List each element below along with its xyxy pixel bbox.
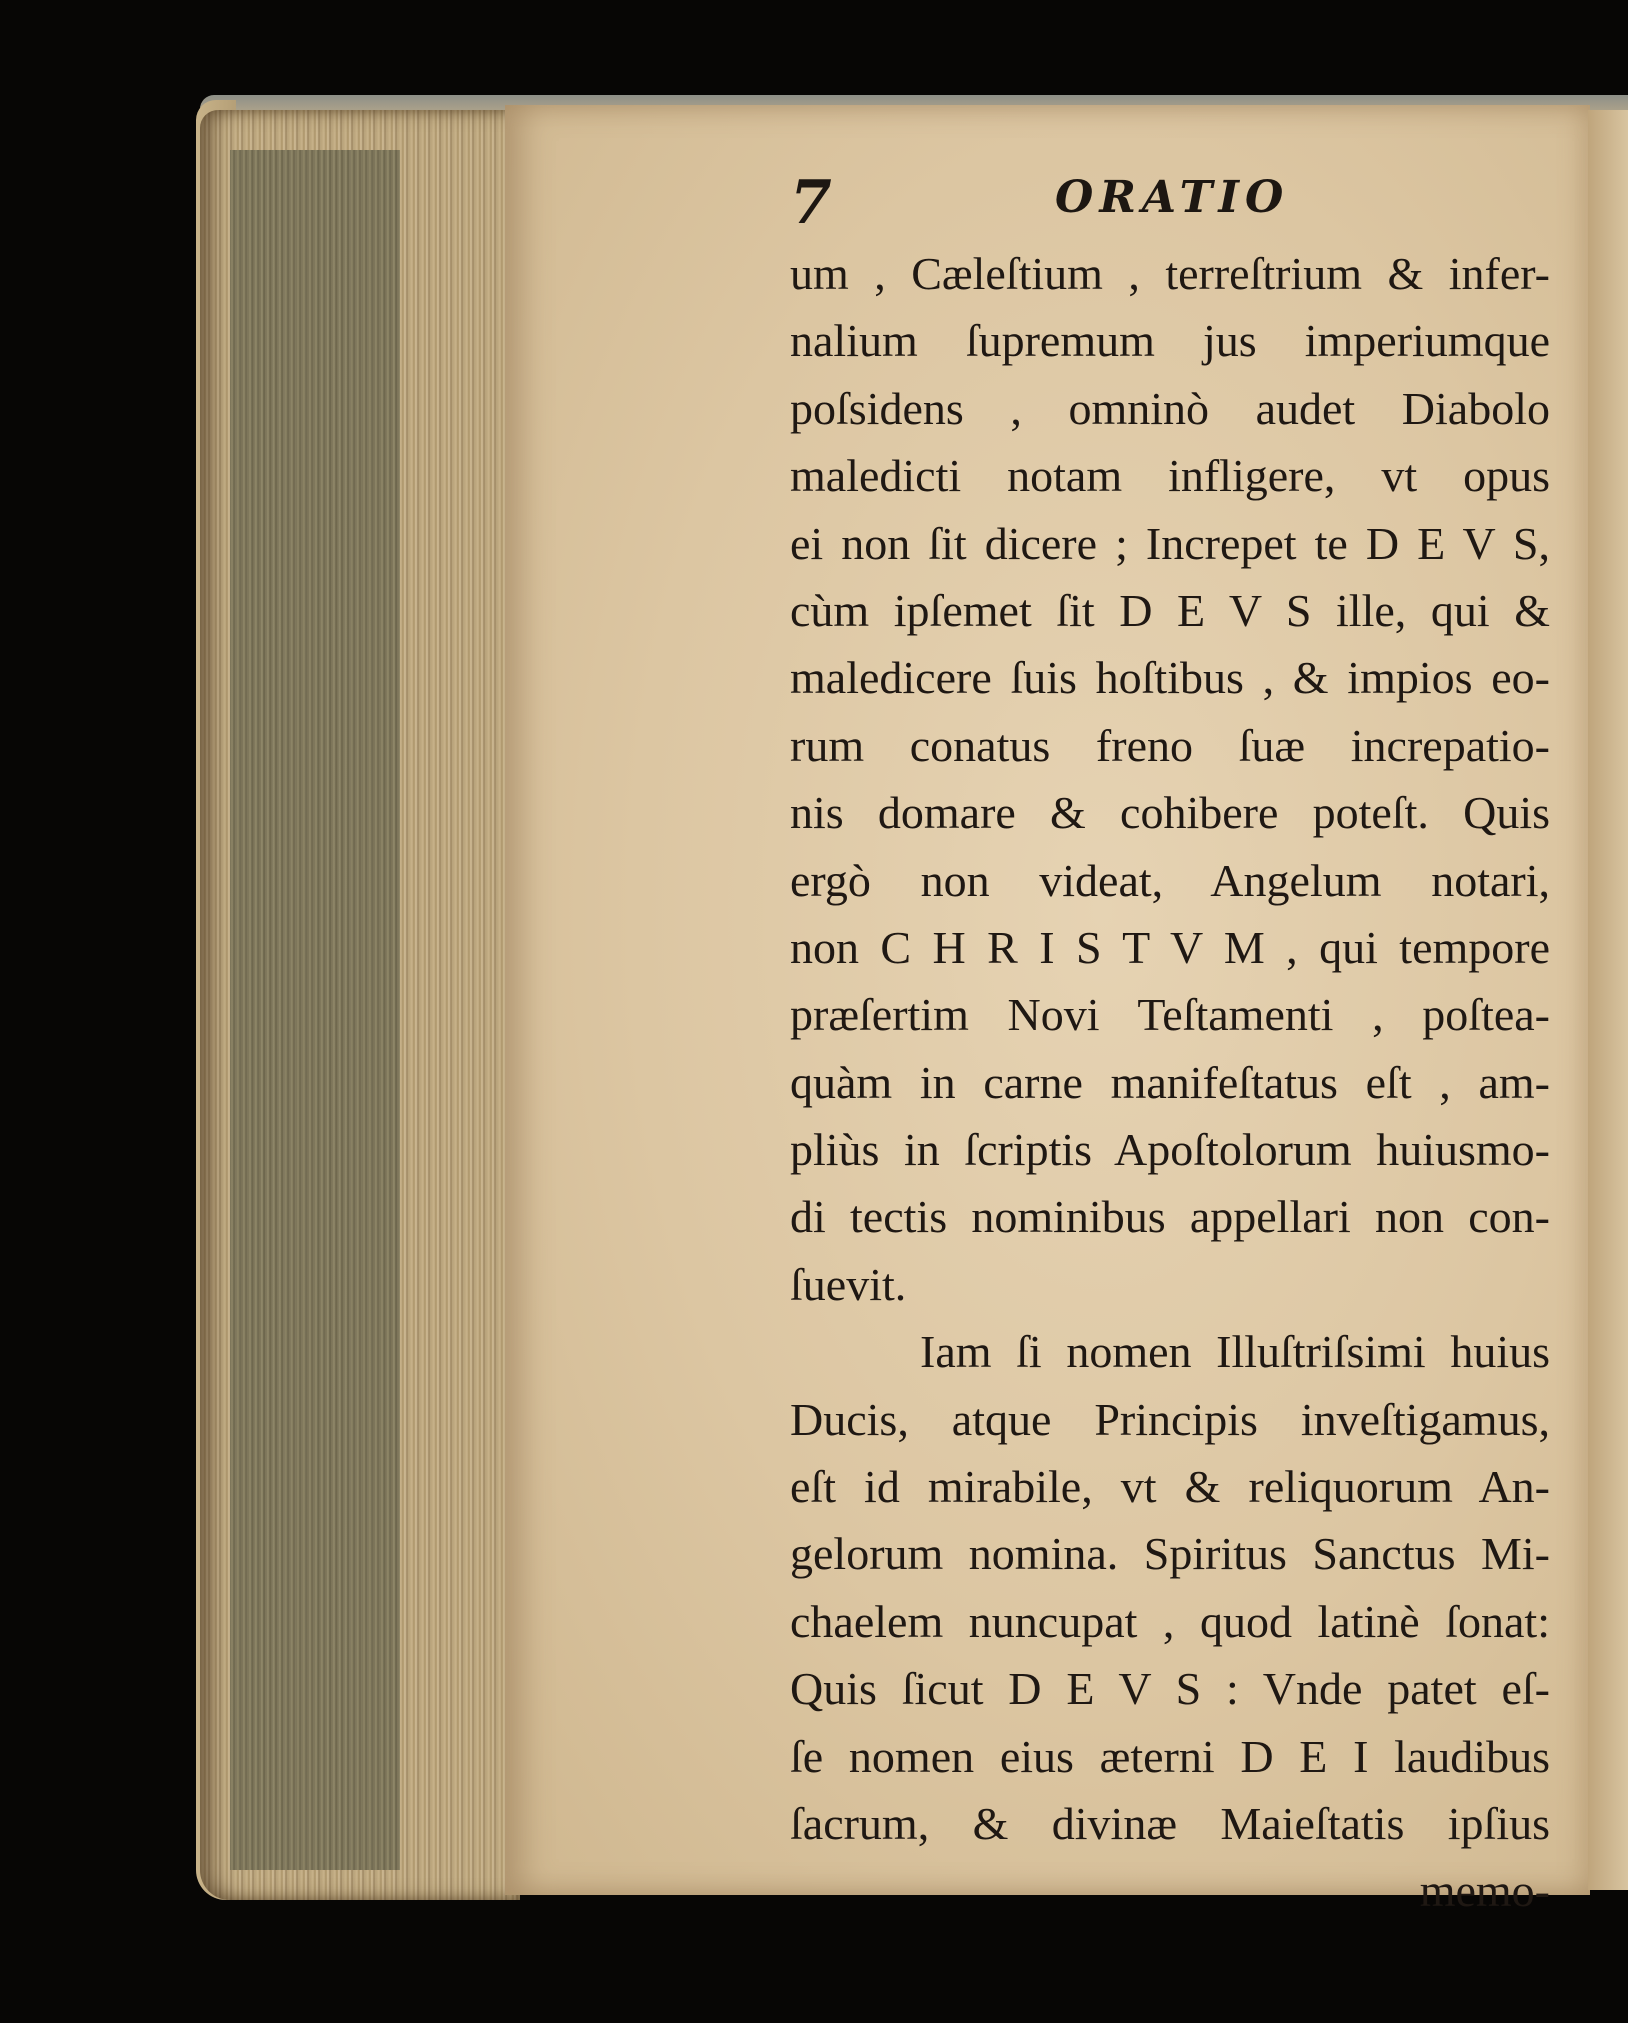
text-line: maledicere ſuis hoſtibus , & impios eo- (790, 652, 1550, 704)
text-line: nalium ſupremum jus imperiumque (790, 315, 1550, 367)
text-line: rum conatus freno ſuæ increpatio- (790, 719, 1550, 771)
text-line: di tectis nominibus appellari non con- (790, 1191, 1550, 1243)
text-line: poſsidens , omninò audet Diabolo (790, 382, 1550, 434)
text-line: Ducis, atque Principis inveſtigamus, (790, 1393, 1550, 1445)
body-text (790, 240, 1550, 1925)
text-line: præſertim Novi Teſtamenti , poſtea- (790, 989, 1550, 1041)
facing-page-edge (1588, 110, 1628, 1890)
text-line: Iam ſi nomen Illuſtriſsimi huius (920, 1326, 1550, 1378)
text-line: ſacrum, & divinæ Maieſtatis ipſius (790, 1797, 1550, 1849)
text-line: ſuevit. (790, 1258, 907, 1310)
text-line: ergò non videat, Angelum notari, (790, 854, 1550, 906)
text-line: maledicti notam infligere, vt opus (790, 450, 1550, 502)
text-line: eſt id mirabile, vt & reliquorum An- (790, 1461, 1550, 1513)
page-header (790, 168, 1550, 238)
text-line: cùm ipſemet ſit D E V S ille, qui & (790, 584, 1550, 636)
catchword: memo- (1419, 1865, 1550, 1917)
page-number: 7 (790, 168, 832, 238)
text-line: Quis ſicut D E V S : Vnde patet eſ- (790, 1663, 1550, 1715)
running-title: ORATIO (1055, 172, 1290, 223)
text-line: ei non ſit dicere ; Increpet te D E V S, (790, 517, 1550, 569)
text-line: non C H R I S T V M , qui tempore (790, 921, 1550, 973)
text-line: ſe nomen eius æterni D E I laudibus (790, 1730, 1550, 1782)
text-line: chaelem nuncupat , quod latinè ſonat: (790, 1595, 1550, 1647)
text-line: pliùs in ſcriptis Apoſtolorum huiusmo- (790, 1124, 1550, 1176)
text-line: nis domare & cohibere poteſt. Quis (790, 787, 1550, 839)
page-stack-edge (200, 110, 520, 1900)
text-line: gelorum nomina. Spiritus Sanctus Mi- (790, 1528, 1550, 1580)
text-line: quàm in carne manifeſtatus eſt , am- (790, 1056, 1550, 1108)
text-line: um , Cæleſtium , terreſtrium & infer- (790, 248, 1550, 299)
